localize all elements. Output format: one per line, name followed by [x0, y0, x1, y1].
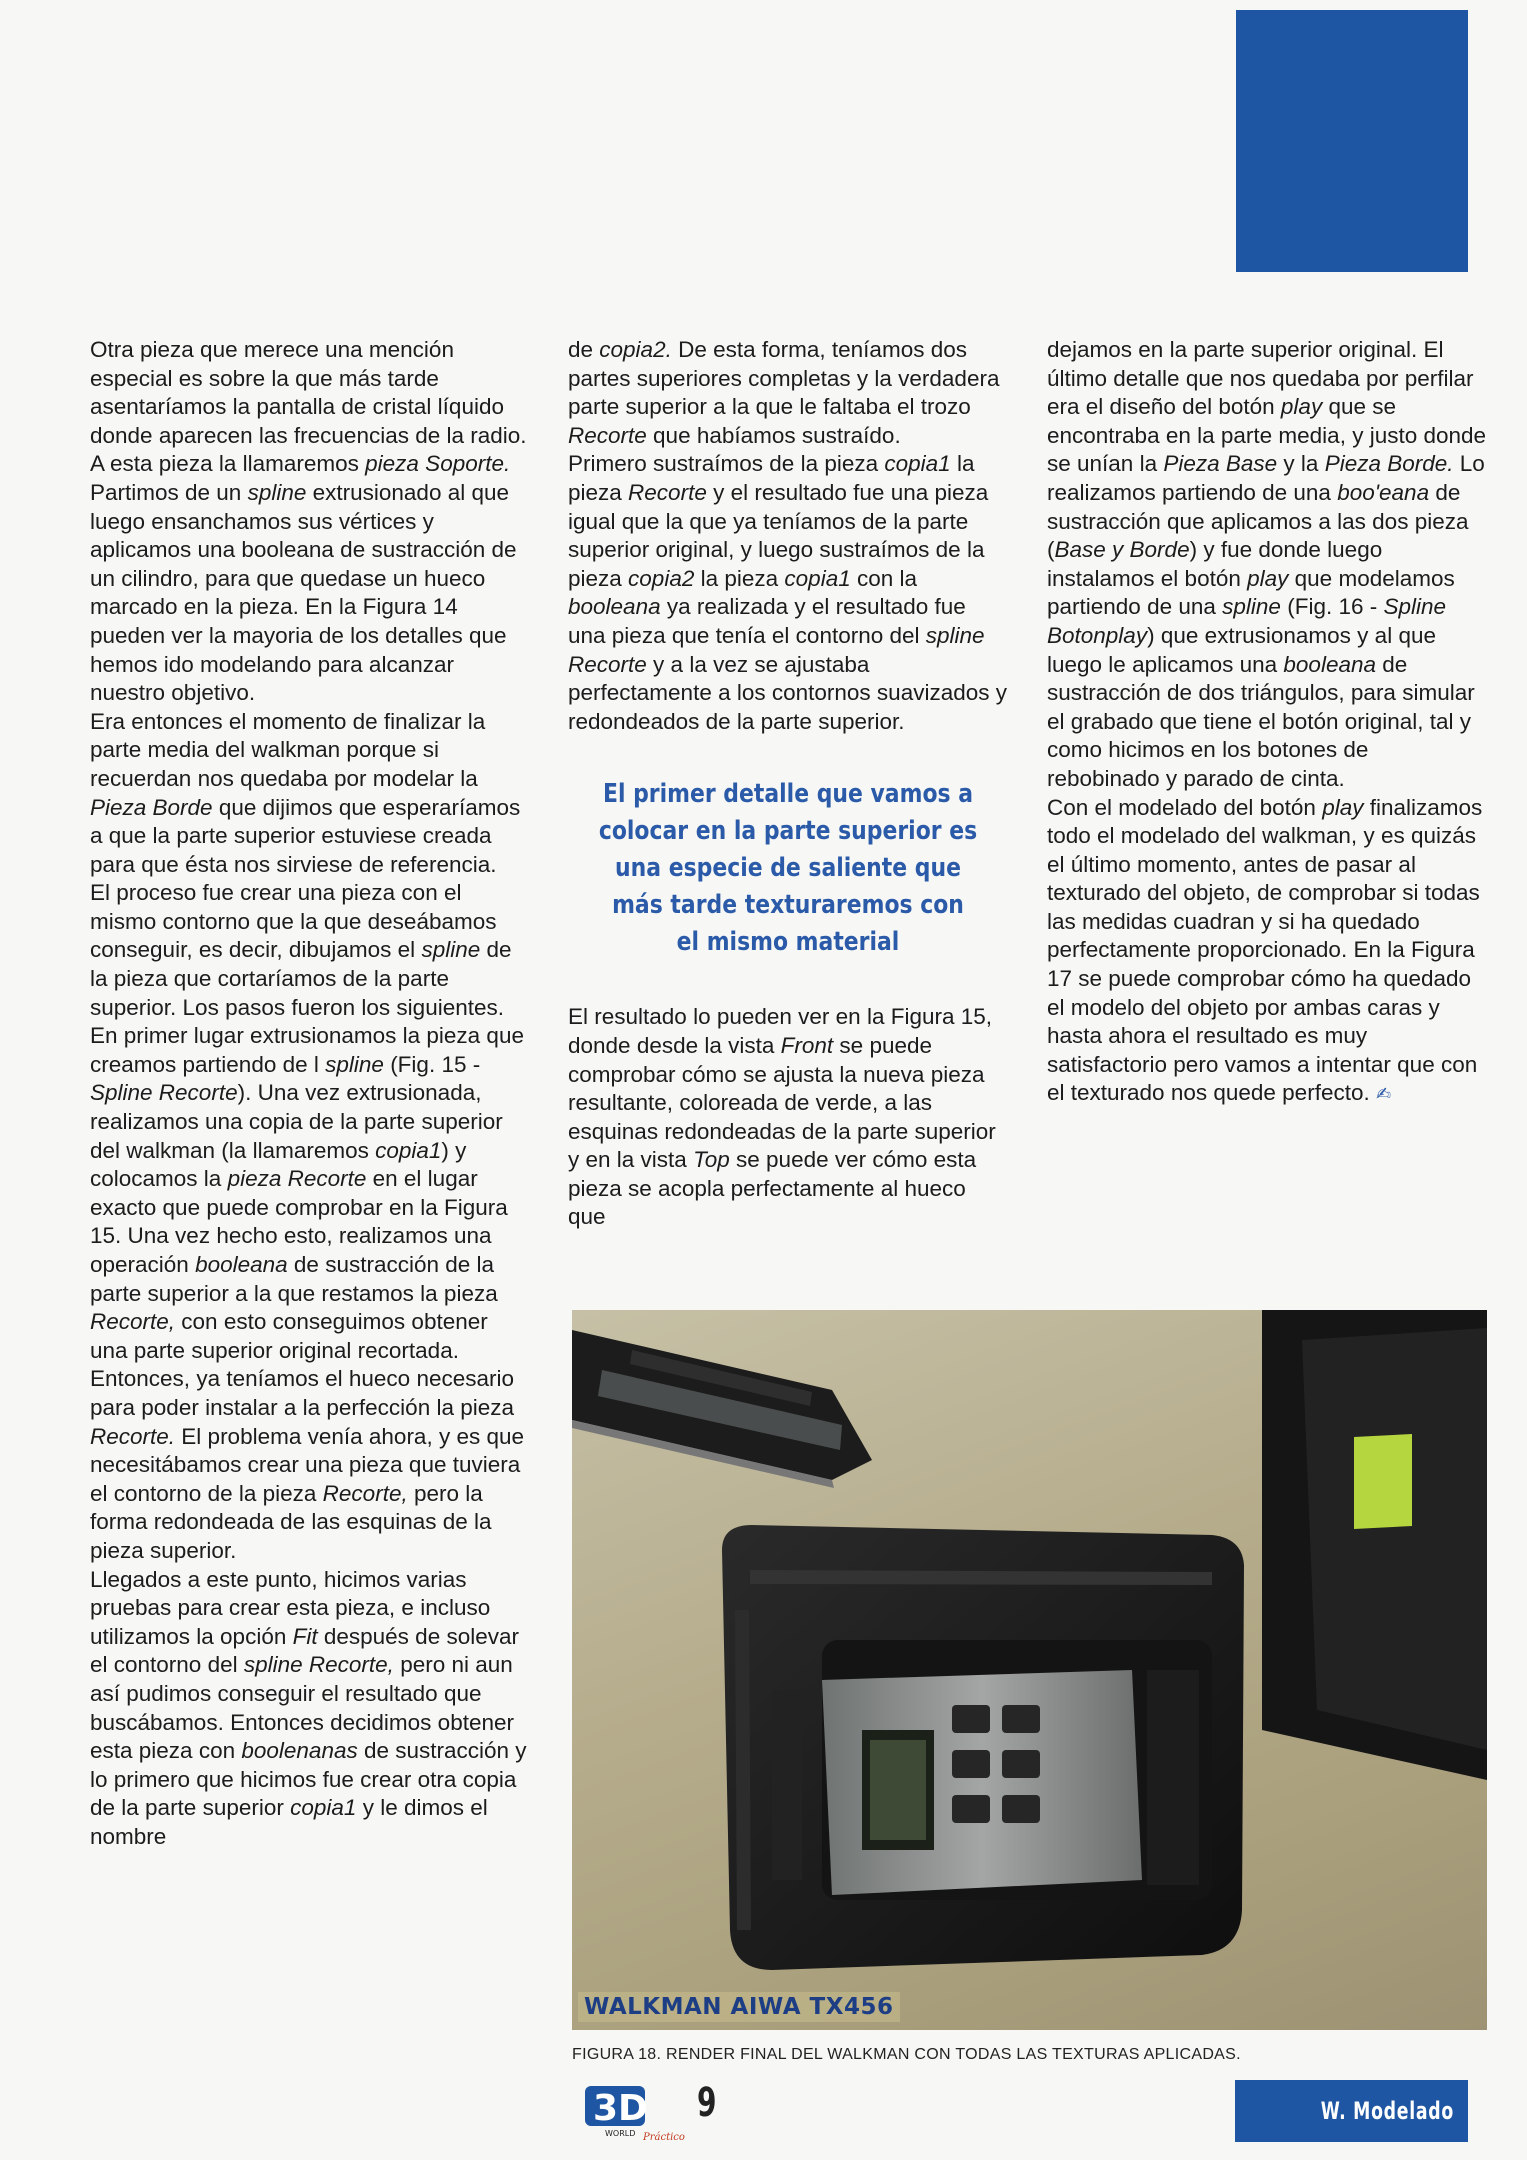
signoff-icon: ✍: [1376, 1084, 1392, 1105]
inset-back-view: [1262, 1310, 1487, 1780]
section-tab: W. Modelado: [1235, 2080, 1468, 2142]
paragraph: dejamos en la parte superior original. El último detalle que nos quedaba por perfilar era el diseño del botón play que se encontraba en la parte media, y justo donde se unían la Pieza Base y la Pieza Borde. Lo realizamos partiendo de una boo'eana de sustracción que aplicamos a las dos pieza (Base y Borde) y fue donde luego instalamos el botón play que modelamos partiendo de una spline (Fig. 16 - Spline Botonplay) que extrusionamos y al que luego le aplicamos una booleana de sustracción de dos triángulos, para simular el grabado que tiene el botón original, tal y como hicimos en los botones de rebobinado y parado de cinta.: [1047, 337, 1487, 791]
paragraph: Otra pieza que merece una mención especial es sobre la que más tarde asentaríamos la pantalla de cristal líquido donde aparecen las frecuencias de la radio. A esta pieza la llamaremos pieza Soporte.: [90, 337, 527, 477]
paragraph: En primer lugar extrusionamos la pieza que creamos partiendo de l spline (Fig. 15 -Spline Recorte). Una vez extrusionada, realizamos una copia de la parte superior del walkman (la llamaremos copia1) y colocamos la pieza Recorte en el lugar exacto que puede comprobar en la Figura 15. Una vez hecho esto, realizamos una operación booleana de sustracción de la parte superior a la que restamos la pieza Recorte, con esto conseguimos obtener una parte superior original recortada. Entonces, ya teníamos el hueco necesario para poder instalar a la perfección la pieza Recorte. El problema venía ahora, y es que necesitábamos crear una pieza que tuviera el contorno de la pieza Recorte, pero la forma redondeada de las esquinas de la pieza superior.: [90, 1023, 525, 1563]
magazine-logo: [583, 2080, 703, 2142]
figure-caption: FIGURA 18. RENDER FINAL DEL WALKMAN CON TODAS LAS TEXTURAS APLICADAS.: [572, 2046, 1241, 2063]
walkman-render-photo: [572, 1310, 1487, 2030]
paragraph: El proceso fue crear una pieza con el mismo contorno que la que deseábamos conseguir, es decir, dibujamos el spline de la pieza que cortaríamos de la parte superior. Los pasos fueron los siguientes.: [90, 880, 512, 1020]
paragraph: El resultado lo pueden ver en la Figura 15, donde desde la vista Front se puede comprobar cómo se ajusta la nueva pieza resultante, coloreada de verde, a las esquinas redondeadas de la parte superior y en la vista Top se puede ver cómo esta pieza se acopla perfectamente al hueco que: [568, 1004, 996, 1230]
logo-text: 3D: [593, 2088, 648, 2129]
paragraph: Partimos de un spline extrusionado al que luego ensanchamos sus vértices y aplicamos una booleana de sustracción de un cilindro, para que quedase un hueco marcado en la pieza. En la Figura 14 pueden ver la mayoria de los detalles que hemos ido modelando para alcanzar nuestro objetivo.: [90, 479, 517, 706]
text-column-2: [568, 336, 1008, 1232]
text-column-3: [1047, 336, 1487, 1109]
paragraph: Llegados a este punto, hicimos varias pruebas para crear esta pieza, e incluso utilizamos la opción Fit después de solevar el contorno del spline Recorte, pero ni aun así pudimos conseguir el resultado que buscábamos. Entonces decidimos obtener esta pieza con boolenanas de sustracción y lo primero que hicimos fue crear otra copia de la parte superior copia1 y le dimos el nombre: [90, 1566, 527, 1849]
logo-tag: Práctico: [643, 2132, 685, 2142]
lcd-screen-back: [1354, 1434, 1412, 1529]
walkman-body: [722, 1525, 1244, 1970]
top-color-tab: [1236, 10, 1468, 272]
inset-top-view: [572, 1330, 872, 1488]
paragraph: Con el modelado del botón play finalizamos todo el modelado del walkman, y es quizás el último momento, antes de pasar al texturado del objeto, de comprobar si todas las medidas cuadran y si ha quedado perfectamente proporcionado. En la Figura 17 se puede comprobar cómo ha quedado el modelo del objeto por ambas caras y hasta ahora el resultado es muy satisfactorio pero vamos a intentar que con el texturado nos quede perfecto. ✍: [1047, 794, 1483, 1106]
paragraph: Era entonces el momento de finalizar la parte media del walkman porque si recuerdan nos quedaba por modelar la Pieza Borde que dijimos que esperaríamos a que la parte superior estuviese creada para que ésta nos sirviese de referencia.: [90, 708, 521, 877]
text-column-1: [90, 336, 530, 1851]
walkman-illustration: [572, 1310, 1487, 2030]
paragraph: Primero sustraímos de la pieza copia1 la pieza Recorte y el resultado fue una pieza igual que la que ya teníamos de la parte superior original, y luego sustraímos de la pieza copia2 la pieza copia1 con la booleana ya realizada y el resultado fue una pieza que tenía el contorno del spline Recorte y a la vez se ajustaba perfectamente a los contornos suavizados y redondeados de la parte superior.: [568, 451, 1007, 734]
photo-label: WALKMAN AIWA TX456: [578, 1992, 900, 2022]
paragraph: de copia2. De esta forma, teníamos dos partes superiores completas y la verdadera parte superior a la que le faltaba el trozo Recorte que habíamos sustraído.: [568, 337, 1000, 448]
logo-subtext: WORLD: [605, 2129, 636, 2138]
page-number: 9: [697, 2080, 717, 2126]
pull-quote: El primer detalle que vamos a colocar en la parte superior es una especie de saliente que más tarde texturaremos con el mismo material: [598, 779, 978, 958]
